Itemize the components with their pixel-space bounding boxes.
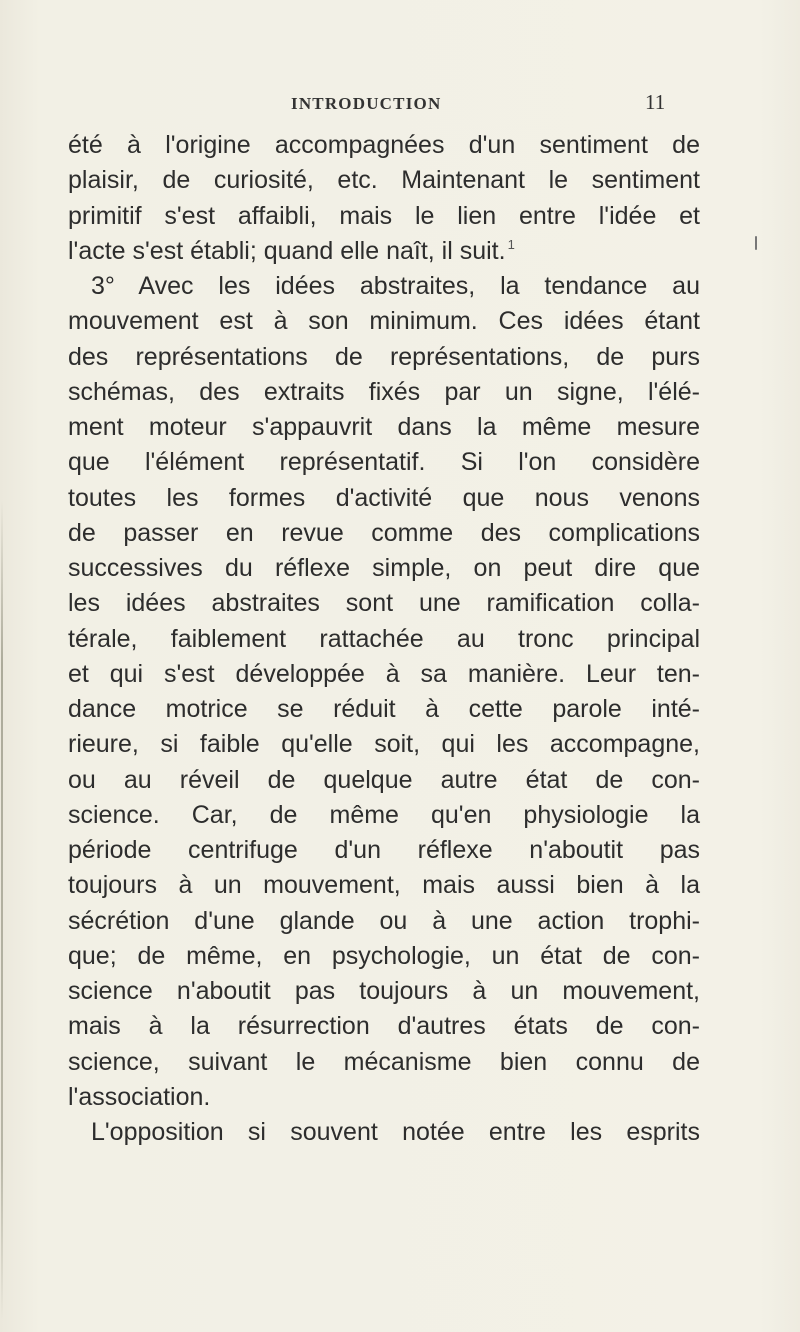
text-line: sécrétion d'une glande ou à une action trophi- — [68, 906, 700, 935]
text-line: ment moteur s'appauvrit dans la même mesure — [68, 413, 700, 441]
text-line: mais à la résurrection d'autres états de con- — [68, 1012, 700, 1041]
running-head: INTRODUCTION — [291, 94, 442, 113]
text-line: plaisir, de curiosité, etc. Maintenant le sentiment — [68, 166, 700, 195]
text-line: rieure, si faible qu'elle soit, qui les accompagne, — [68, 730, 700, 759]
margin-mark — [755, 236, 757, 250]
text-line: schémas, des extraits fixés par un signe, l'élé- — [68, 377, 700, 406]
text-line: science. Car, de même qu'en physiologie la — [68, 800, 700, 829]
page-header — [0, 90, 800, 118]
text-line: toujours à un mouvement, mais aussi bien à la — [68, 871, 700, 900]
text-line: et qui s'est développée à sa manière. Leur ten- — [68, 659, 700, 688]
text-line: de passer en revue comme des complications — [68, 518, 700, 547]
text-line: mouvement est à son minimum. Ces idées étant — [68, 307, 700, 336]
text-line: toutes les formes d'activité que nous venons — [68, 483, 700, 512]
paragraph-start-line: 3° Avec les idées abstraites, la tendance au — [91, 272, 700, 300]
text-line: science n'aboutit pas toujours à un mouvement, — [68, 977, 700, 1005]
text-line: dance motrice se réduit à cette parole inté- — [68, 695, 700, 723]
text-line: période centrifuge d'un réflexe n'aboutit pas — [68, 836, 700, 864]
text-line-with-footnote — [68, 234, 700, 269]
text-line: été à l'origine accompagnées d'un sentiment de — [68, 131, 700, 159]
text-line: primitif s'est affaibli, mais le lien entre l'idée et — [68, 201, 700, 230]
body-text — [68, 128, 700, 1150]
page-edge-shadow — [1, 500, 3, 1320]
text-line: science, suivant le mécanisme bien connu de — [68, 1047, 700, 1076]
paragraph-end-line: l'association. — [68, 1082, 211, 1111]
text-line: ou au réveil de quelque autre état de con- — [68, 765, 700, 794]
text-line: l'acte s'est établi; quand elle naît, il suit. — [68, 236, 506, 265]
text-line: des représentations de représentations, de purs — [68, 342, 700, 371]
page-number: 11 — [645, 90, 666, 114]
text-line: térale, faiblement rattachée au tronc principal — [68, 624, 700, 653]
paragraph-start-line: L'opposition si souvent notée entre les esprits — [91, 1118, 700, 1146]
text-line: les idées abstraites sont une ramification colla- — [68, 589, 700, 618]
text-line: successives du réflexe simple, on peut dire que — [68, 554, 700, 582]
text-line: que l'élément représentatif. Si l'on considère — [68, 448, 700, 477]
text-line: que; de même, en psychologie, un état de con- — [68, 941, 700, 970]
footnote-marker: 1 — [507, 237, 515, 253]
